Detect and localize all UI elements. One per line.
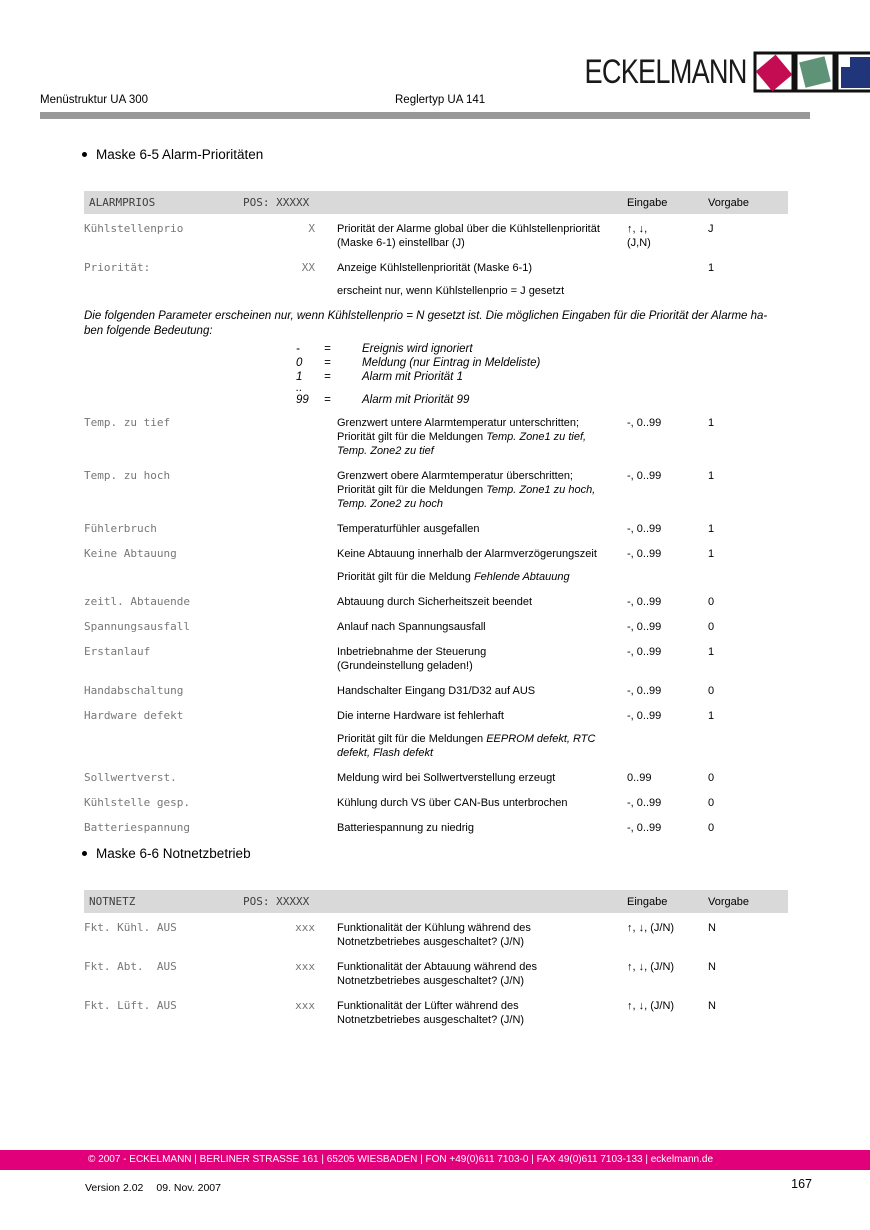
header-left-title: Menüstruktur UA 300: [40, 94, 149, 106]
legend-equals: =: [324, 394, 331, 406]
param-value: [243, 796, 327, 810]
section-title-maske-6-6: [82, 846, 251, 861]
legend-symbol: 99: [296, 394, 309, 406]
bullet-icon: [82, 851, 87, 856]
note-line: ben folgende Bedeutung:: [84, 325, 213, 337]
param-value: [243, 620, 327, 634]
param-value: XX: [301, 261, 315, 274]
eckelmann-logo: [544, 50, 870, 94]
param-description: Priorität der Alarme global über die Kühlstellenpriorität (Maske 6-1) einstellbar (J): [337, 223, 600, 249]
table-rows-bottom: [84, 416, 788, 835]
header-divider: [40, 112, 810, 119]
param-vorgabe: J: [708, 223, 714, 235]
column-header-eingabe: Eingabe: [627, 196, 668, 209]
param-vorgabe: 0: [708, 772, 715, 784]
param-vorgabe: 0: [708, 596, 715, 608]
bullet-icon: [82, 152, 87, 157]
logo-wordmark: ECKELMANN: [584, 52, 747, 91]
param-eingabe: ↑, ↓, (J/N): [627, 1000, 675, 1012]
param-eingabe: -, 0..99: [627, 523, 662, 535]
param-description: Handschalter Eingang D31/D32 auf AUS: [337, 685, 536, 697]
param-eingabe: -, 0..99: [627, 822, 662, 834]
param-eingabe: -, 0..99: [627, 596, 662, 608]
param-description: Keine Abtauung innerhalb der Alarmverzögerungszeit Priorität gilt für die Meldung Fehlende Abtauung: [337, 548, 597, 583]
param-vorgabe: 1: [708, 523, 715, 535]
legend-symbol: -: [296, 343, 300, 355]
param-value: xxx: [295, 960, 315, 973]
param-value: [243, 469, 327, 511]
table-row: [84, 960, 788, 988]
section-title-label: Maske 6-6 Notnetzbetrieb: [96, 846, 251, 861]
legend-symbol: ..: [296, 382, 303, 394]
legend-row: [296, 370, 788, 384]
version-date: 09. Nov. 2007: [156, 1182, 221, 1194]
param-name: Fkt. Kühl. AUS: [84, 921, 177, 934]
param-vorgabe: N: [708, 1000, 716, 1012]
table-title: ALARMPRIOS: [89, 196, 156, 209]
table-row: [84, 620, 788, 634]
param-name: Hardware defekt: [84, 709, 184, 722]
table-row: [84, 522, 788, 536]
table-row: [84, 222, 788, 250]
param-vorgabe: N: [708, 961, 716, 973]
param-vorgabe: 1: [708, 417, 715, 429]
legend-text: [362, 384, 788, 393]
table-row: [84, 921, 788, 949]
legend-equals: =: [324, 357, 331, 369]
column-header-eingabe: Eingabe: [627, 895, 668, 908]
param-description: Batteriespannung zu niedrig: [337, 822, 474, 834]
table-row: [84, 821, 788, 835]
table-row: [84, 469, 788, 511]
param-eingabe: ↑, ↓, (J/N): [627, 922, 675, 934]
table-row: [84, 999, 788, 1027]
legend-text: Ereignis wird ignoriert: [362, 343, 473, 355]
param-name: Temp. zu hoch: [84, 469, 171, 482]
param-value: [243, 771, 327, 785]
notnetz-table: [84, 890, 788, 1038]
param-description: Temperaturfühler ausgefallen: [337, 523, 480, 535]
table-row: [84, 684, 788, 698]
legend-row: [296, 393, 788, 407]
param-vorgabe: 0: [708, 621, 715, 633]
table-row: [84, 261, 788, 298]
param-vorgabe: 1: [708, 646, 715, 658]
param-vorgabe: 1: [708, 262, 715, 274]
param-description: Kühlung durch VS über CAN-Bus unterbrochen: [337, 797, 568, 809]
param-description: Abtauung durch Sicherheitszeit beendet: [337, 596, 533, 608]
param-eingabe: -, 0..99: [627, 470, 662, 482]
param-name: zeitl. Abtauende: [84, 595, 190, 608]
section-title-label: Maske 6-5 Alarm-Prioritäten: [96, 147, 264, 162]
param-description: Grenzwert untere Alarmtemperatur unterschritten; Priorität gilt für die Meldungen Temp. Zone1 zu tief, Temp. Zone2 zu tief: [337, 417, 587, 457]
param-eingabe: 0..99: [627, 772, 652, 784]
param-name: Sollwertverst.: [84, 771, 177, 784]
param-description: Meldung wird bei Sollwertverstellung erzeugt: [337, 772, 556, 784]
table-pos-label: POS: XXXXX: [243, 895, 310, 908]
param-description: Inbetriebnahme der Steuerung (Grundeinstellung geladen!): [337, 646, 487, 672]
param-name: Kühlstellenprio: [84, 222, 184, 235]
param-eingabe: -, 0..99: [627, 646, 662, 658]
param-eingabe: -, 0..99: [627, 417, 662, 429]
param-vorgabe: 1: [708, 548, 715, 560]
table-rows: [84, 921, 788, 1027]
param-name: Fkt. Abt. AUS: [84, 960, 177, 973]
param-value: [243, 547, 327, 584]
param-value: [243, 645, 327, 673]
version-line: [85, 1182, 221, 1194]
param-eingabe: -, 0..99: [627, 710, 662, 722]
param-value: [243, 416, 327, 458]
param-description: Die interne Hardware ist fehlerhaft Priorität gilt für die Meldungen EEPROM defekt, RTC defekt, Flash defekt: [337, 710, 596, 759]
param-name: Temp. zu tief: [84, 416, 171, 429]
param-name: Handabschaltung: [84, 684, 184, 697]
param-eingabe: [617, 261, 698, 298]
header-right-title: Reglertyp UA 141: [395, 94, 486, 106]
param-eingabe: -, 0..99: [627, 797, 662, 809]
legend-row: [296, 356, 788, 370]
param-eingabe: -, 0..99: [627, 548, 662, 560]
table-row: [84, 796, 788, 810]
table-row: [84, 595, 788, 609]
table-rows-top: [84, 222, 788, 298]
param-eingabe: -, 0..99: [627, 621, 662, 633]
legend-equals: =: [324, 371, 331, 383]
footer-address-bar: © 2007 - ECKELMANN | BERLINER STRASSE 161 | 65205 WIESBADEN | FON +49(0)611 7103-0 | FAX 49(0)611 7103-133 | eckelmann.de: [0, 1150, 870, 1170]
param-name: Erstanlauf: [84, 645, 151, 658]
table-header-row: [84, 890, 788, 913]
param-value: [243, 821, 327, 835]
table-row: [84, 547, 788, 584]
legend-row: [296, 384, 788, 393]
param-value: xxx: [295, 921, 315, 934]
legend-symbol: 1: [296, 371, 303, 383]
param-vorgabe: 0: [708, 797, 715, 809]
column-header-vorgabe: Vorgabe: [708, 196, 749, 209]
param-description: Anzeige Kühlstellenpriorität (Maske 6-1) erscheint nur, wenn Kühlstellenprio = J gesetzt: [337, 262, 565, 297]
param-description: Funktionalität der Abtauung während des Notnetzbetriebes ausgeschaltet? (J/N): [337, 961, 537, 987]
version-label: Version 2.02: [85, 1182, 144, 1194]
page-number: 167: [791, 1177, 812, 1191]
param-eingabe: -, 0..99: [627, 685, 662, 697]
param-description: Funktionalität der Lüfter während des Notnetzbetriebes ausgeschaltet? (J/N): [337, 1000, 525, 1026]
param-name: Priorität:: [84, 261, 151, 274]
legend-symbol: 0: [296, 357, 303, 369]
table-header-row: [84, 191, 788, 214]
table-row: [84, 645, 788, 673]
param-value: [243, 684, 327, 698]
param-vorgabe: 0: [708, 822, 715, 834]
param-vorgabe: 1: [708, 470, 715, 482]
section-title-maske-6-5: [82, 147, 263, 162]
legend-row: [296, 342, 788, 356]
param-description: Grenzwert obere Alarmtemperatur überschritten; Priorität gilt für die Meldungen Temp. Zone1 zu hoch, Temp. Zone2 zu hoch: [337, 470, 596, 510]
param-eingabe: ↑, ↓, (J,N): [627, 223, 651, 249]
param-description: Anlauf nach Spannungsausfall: [337, 621, 486, 633]
table-title: NOTNETZ: [89, 895, 136, 908]
param-value: [243, 522, 327, 536]
note-line: Die folgenden Parameter erscheinen nur, wenn Kühlstellenprio = N gesetzt ist. Die möglichen Eingaben für die Priorität der Alarme ha-: [84, 310, 768, 322]
priority-legend: [84, 342, 788, 407]
param-value: [243, 595, 327, 609]
param-description: Funktionalität der Kühlung während des Notnetzbetriebes ausgeschaltet? (J/N): [337, 922, 531, 948]
param-name: Fkt. Lüft. AUS: [84, 999, 177, 1012]
param-name: Fühlerbruch: [84, 522, 157, 535]
legend-text: Meldung (nur Eintrag in Meldeliste): [362, 357, 541, 369]
table-row: [84, 709, 788, 760]
param-name: Keine Abtauung: [84, 547, 177, 560]
table-row: [84, 771, 788, 785]
param-name: Kühlstelle gesp.: [84, 796, 190, 809]
param-vorgabe: 1: [708, 710, 715, 722]
table-row: [84, 416, 788, 458]
param-eingabe: ↑, ↓, (J/N): [627, 961, 675, 973]
eckelmann-logo-icon: [753, 50, 870, 94]
param-name: Spannungsausfall: [84, 620, 190, 633]
table-pos-label: POS: XXXXX: [243, 196, 310, 209]
alarmprios-table: [84, 191, 788, 846]
param-name: Batteriespannung: [84, 821, 190, 834]
param-value: [243, 709, 327, 760]
param-vorgabe: 0: [708, 685, 715, 697]
legend-equals: [324, 384, 362, 393]
param-value: xxx: [295, 999, 315, 1012]
legend-text: Alarm mit Priorität 1: [362, 371, 463, 383]
legend-text: Alarm mit Priorität 99: [362, 394, 470, 406]
legend-equals: =: [324, 343, 331, 355]
param-vorgabe: N: [708, 922, 716, 934]
conditional-note: [84, 309, 788, 339]
column-header-vorgabe: Vorgabe: [708, 895, 749, 908]
param-value: X: [308, 222, 315, 235]
